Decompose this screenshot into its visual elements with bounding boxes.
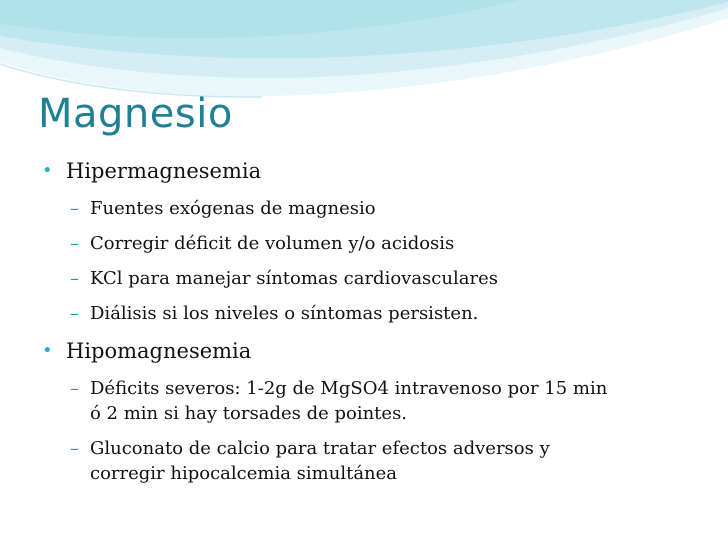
list-item-text: Corregir déficit de volumen y/o acidosis (90, 233, 455, 254)
section-heading: Hipermagnesemia (66, 159, 262, 183)
dash-bullet-icon: – (70, 233, 79, 254)
list-item (40, 266, 700, 291)
list-item (40, 436, 700, 486)
dash-bullet-icon: – (70, 303, 79, 324)
list-item-text: KCl para manejar síntomas cardiovasculares (90, 268, 498, 289)
header-wave-decoration (0, 0, 728, 100)
bullet-icon: • (42, 160, 53, 181)
list-item-text-line: corregir hipocalcemia simultánea (90, 463, 398, 484)
dash-bullet-icon: – (70, 378, 79, 399)
list-item-text-line: Gluconato de calcio para tratar efectos adversos y (90, 438, 550, 459)
list-item (40, 376, 700, 426)
list-item-text-line: ó 2 min si hay torsades de pointes. (90, 403, 408, 424)
section-heading: Hipomagnesemia (66, 339, 252, 363)
slide-content (40, 156, 700, 486)
section-hipermagnesemia (40, 156, 700, 186)
slide-title: Magnesio (38, 91, 233, 137)
list-item-text: Diálisis si los niveles o síntomas persisten. (90, 303, 479, 324)
list-item (40, 301, 700, 326)
list-item (40, 196, 700, 221)
list-item-text: Fuentes exógenas de magnesio (90, 198, 376, 219)
list-item-text-line: Déficits severos: 1-2g de MgSO4 intravenoso por 15 min (90, 378, 608, 399)
list-item (40, 231, 700, 256)
dash-bullet-icon: – (70, 198, 79, 219)
dash-bullet-icon: – (70, 438, 79, 459)
section-hipomagnesemia (40, 336, 700, 366)
dash-bullet-icon: – (70, 268, 79, 289)
bullet-icon: • (42, 340, 53, 361)
